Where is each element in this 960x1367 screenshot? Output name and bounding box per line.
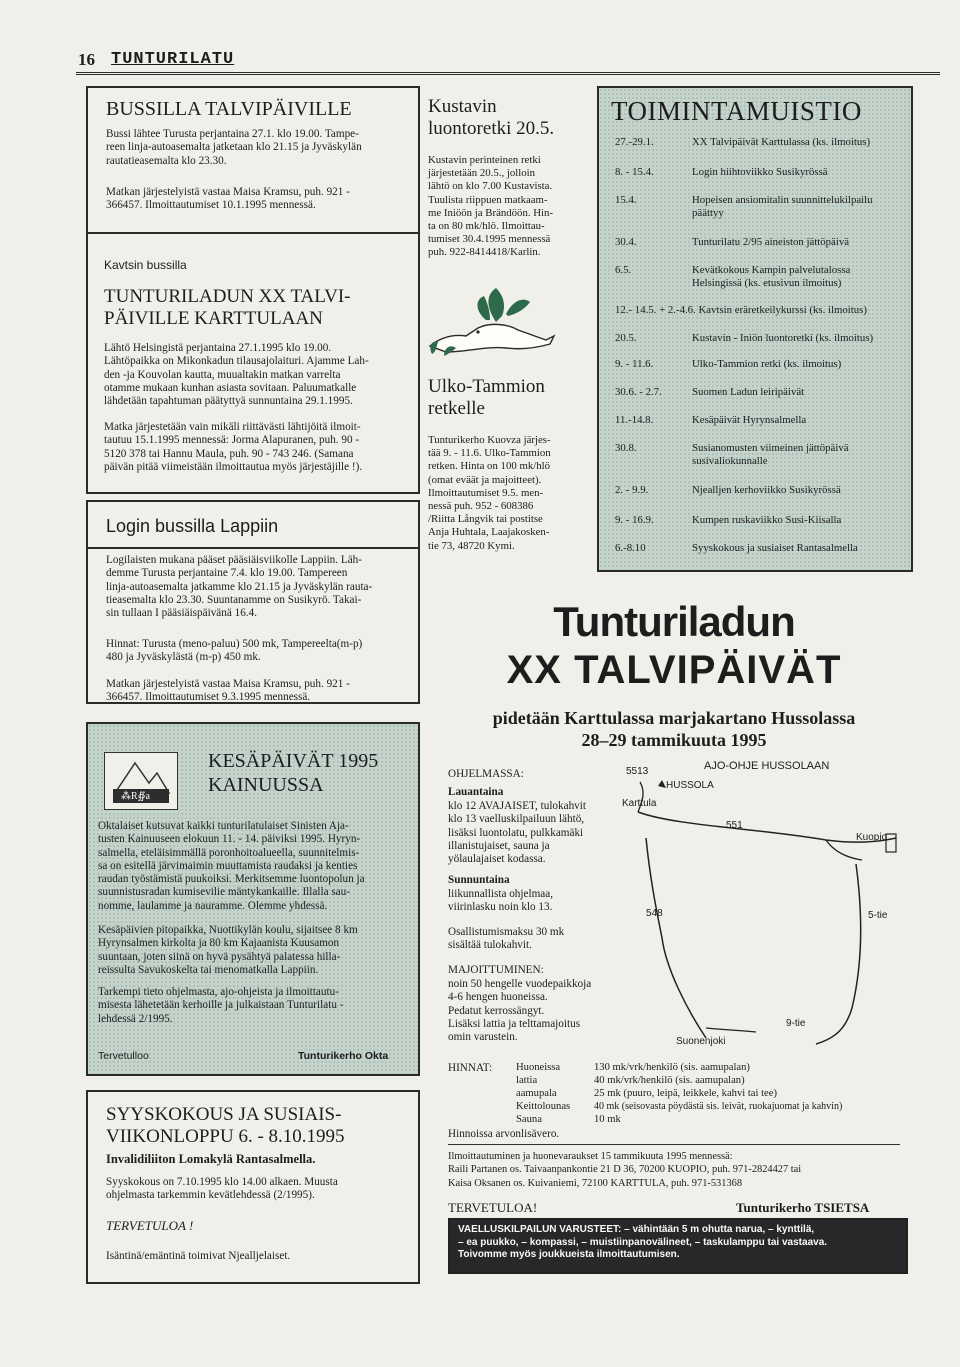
map-label-suonenjoki: Suonenjoki — [676, 1036, 726, 1047]
login-para3: Matkan järjestelyistä vastaa Maisa Kramsu, puh. 921 - 366457. Ilmoittautumiset 9.3.1995 mennessä. — [106, 678, 350, 704]
map-title: AJO-OHJE HUSSOLAAN — [704, 760, 830, 772]
login-para2: Hinnat: Turusta (meno-paluu) 500 mk, Tampereelta(m-p) 480 ja Jyväskylästä (m-p) 450 mk. — [106, 638, 363, 664]
talvi-saturday: klo 12 AVAJAISET, tulokahvit klo 13 vaelluskilpailuun lähtö, lisäksi luontolatu, pulkkamäki illanistujaiset, sauna ja yölaulajaiset kodassa. — [448, 800, 586, 866]
talvi-lodging-label: MAJOITTUMINEN: — [448, 964, 544, 976]
syyskokous-box — [86, 1090, 420, 1284]
kesa-logo-text: ⁂R∯a — [121, 791, 150, 802]
kesa-para3: Tarkempi tieto ohjelmasta, ajo-ohjeista ja ilmoittautu- misesta lähetetään kerhoille ja julkaistaan Tunturilatu - lehdessä 2/1995. — [98, 986, 344, 1025]
talvi-host: Tunturikerho TSIETSA — [736, 1200, 870, 1215]
price-row-value: 40 mk/vrk/henkilö (sis. aamupalan) — [594, 1075, 745, 1086]
map-label-karttula: Karttula — [622, 798, 657, 809]
publication-name: TUNTURILATU — [111, 50, 235, 69]
price-table — [436, 1062, 912, 1132]
equipment-box — [448, 1218, 908, 1274]
map-label-5tie: 5-tie — [868, 910, 888, 921]
talvi-welcome: TERVETULOA! — [448, 1200, 538, 1215]
price-row: Keittolounas — [516, 1101, 571, 1112]
talvi-sunday: liikunnallista ohjelmaa, viirinlasku noin klo 13. — [448, 888, 554, 914]
map-label-9tie: 9-tie — [786, 1018, 806, 1029]
price-row: Huoneissa — [516, 1062, 561, 1073]
kesa-title1: KESÄPÄIVÄT 1995 — [208, 750, 379, 772]
equipment-text: VAELLUSKILPAILUN VARUSTEET: – vähintään 5 m ohutta narua, – kynttilä, – ea puukko, – kompassi, – muistiinpanovälineet, – taskulamppu tai vastaava. Toivomme myös joukkueista ilmoittautumisen. — [458, 1224, 828, 1260]
syys-welcome: TERVETULOA ! — [106, 1218, 194, 1233]
registration-info: Ilmoittautuminen ja huonevaraukset 15 tammikuuta 1995 mennessä: Raili Partanen os. Taivaanpankontie 21 D 36, 70200 KUOPIO, puh. 971-2824427 tai Kaisa Oksanen os. Kuivaniemi, 72100 KARTTULA, puh. 971-531368 — [448, 1151, 802, 1189]
price-row-value: 40 mk (seisovasta pöydästä sis. leivät, ruokajuomat ja kahvin) — [594, 1101, 843, 1112]
syys-para1: Syyskokous on 7.10.1995 klo 14.00 alkaen. Muusta ohjelmasta tarkemmin kevätlehdessä (2/1995). — [106, 1176, 338, 1202]
talvi-program-label: OHJELMASSA: — [448, 768, 524, 780]
login-para1: Logilaisten mukana pääset pääsiäisviikolle Lappiin. Läh- demme Turusta perjantaine 7.4. klo 19.00. Tampereen linja-autoasemalta jatkamme klo 21.15 ja Jyväskylän rauta- tieasemalta klo 23.30. Suuntanamme on Susikyrö. Takai- sin tullaan I pääsiäispäivänä 16.4. — [106, 554, 373, 620]
kavtsin-para1: Lähtö Helsingistä perjantaina 27.1.1995 klo 19.00. Lähtöpaikka on Mikonkadun tilausajolaituri. Ajamme Lah- den -ja Kouvolan kautta, muualtakin matkan varrelta otamme mukaan kunhan asiasta sovitaan. Paluumatkalle lähdetään tapahtuman päätyttyä sunnuntaina 29.1.1995. — [104, 342, 369, 408]
talvi-sunday-label: Sunnuntaina — [448, 874, 510, 886]
talvi-lodging: noin 50 hengelle vuodepaikkoja 4-6 hengen huoneissa. Pedatut kerrossängyt. Lisäksi lattia ja telttamajoitus omin varustein. — [448, 978, 592, 1044]
tammio-title: Ulko-Tammion retkelle — [428, 376, 545, 419]
map-label-551: 551 — [726, 820, 743, 831]
bus-inner-divider — [86, 232, 420, 234]
toimintamuistio-box — [597, 86, 913, 572]
prices-label: HINNAT: — [448, 1062, 493, 1074]
price-row: lattia — [516, 1075, 538, 1086]
tammio-body: Tunturikerho Kuovza järjes- tää 9. - 11.6. Ulko-Tammion retken. Hinta on 100 mk/hlö (omat eväät ja majoitteet). Ilmoittautumiset 9.5. men- nessä puh. 952 - 608386 /Riitta Långvik tai postitse Anja Huhtala, Laajakosken- tie 73, 48720 Kymi. — [428, 434, 551, 552]
price-row-value: 130 mk/vrk/henkilö (sis. aamupalan) — [594, 1062, 750, 1073]
talvi-title1: Tunturiladun — [553, 598, 795, 645]
kesa-welcome: Tervetulloo — [98, 1050, 149, 1062]
talvi-subtitle2: 28–29 tammikuuta 1995 — [581, 730, 767, 750]
kavtsin-title: TUNTURILADUN XX TALVI- PÄIVILLE KARTTULAAN — [104, 286, 351, 329]
talvi-title2: XX TALVIPÄIVÄT — [506, 648, 842, 692]
price-row: aamupala — [516, 1088, 557, 1099]
kesapaivat-box — [86, 722, 420, 1076]
toiminta-title: TOIMINTAMUISTIO — [611, 96, 862, 126]
prices-rule — [448, 1144, 900, 1145]
map-label-hussola: HUSSOLA — [666, 780, 714, 791]
login-box — [86, 500, 420, 704]
map-label-513: 5513 — [626, 766, 649, 777]
syys-subtitle: Invalidiliiton Lomakylä Rantasalmella. — [106, 1152, 316, 1166]
kesa-para1: Oktalaiset kutsuvat kaikki tunturilatulaiset Sinisten Aja- tusten Kainuuseen elokuun 11. - 14. päiviksi 1995. Hyryn- salmella, eteläisimmällä poronhoitoalueella, suunnitelmis- sa on esitellä järvimaimin muuttamista raudaksi ja kenties raudan työstämistä puukoiksi. Merkitsemme luontopolun ja suunnistusradan kumisevilie mäntykankaille. Illalla sau- nomme, laulamme ja nauramme. Olemme yhdessä. — [98, 820, 365, 912]
syys-title2: VIIKONLOPPU 6. - 8.10.1995 — [106, 1126, 345, 1147]
map-label-548: 548 — [646, 908, 663, 919]
talvi-saturday-label: Lauantaina — [448, 786, 504, 798]
kesa-title2: KAINUUSSA — [208, 774, 324, 796]
kustavi-title: Kustavin luontoretki 20.5. — [428, 96, 555, 139]
price-row-value: 25 mk (puuro, leipä, leikkele, kahvi tai tee) — [594, 1088, 777, 1099]
prices-note: Hinnoissa arvonlisävero. — [448, 1128, 560, 1140]
bird-illustration — [426, 282, 576, 362]
price-row-value: 10 mk — [594, 1114, 621, 1125]
bus-para2: Matkan järjestelyistä vastaa Maisa Kramsu, puh. 921 - 366457. Ilmoittautumiset 10.1.1995 mennessä. — [106, 186, 350, 212]
kesa-para2: Kesäpäivien pitopaikka, Nuottikylän koulu, sijaitsee 8 km Hyrynsalmen kirkolta ja 80 km Kajaanista Kuusamon suuntaan, joten siinä on hyvä pysähtyä palatessa hilla- reissulta Savukoskelta tai menomatkalla Lappiin. — [98, 924, 358, 976]
talvi-subtitle1: pidetään Karttulassa marjakartano Hussolassa — [492, 708, 856, 728]
bus-para1: Bussi lähtee Turusta perjantaina 27.1. klo 19.00. Tampe- reen linja-autoasemalta jatketaan klo 21.15 ja Jyväskylän rautatieasemalta klo 23.30. — [106, 128, 362, 167]
page-number: 16 — [78, 50, 95, 69]
login-title: Login bussilla Lappiin — [106, 516, 279, 536]
syys-hosts: Isäntinä/emäntinä toimivat Njealljelaiset. — [106, 1250, 291, 1262]
map-label-kuopio: Kuopio — [856, 832, 888, 843]
talvi-fee: Osallistumismaksu 30 mk sisältää tulokahvit. — [448, 926, 565, 952]
talvipaivat-ad — [436, 590, 912, 1290]
header-rule — [76, 72, 940, 75]
kavtsin-label: Kavtsin bussilla — [104, 258, 187, 272]
kustavi-body: Kustavin perinteinen retki järjestetään 20.5., jolloin lähtö on klo 7.00 Kustavista. Tuulista riippuen matkaam- me Iniöön ja Brändöön. Hin- ta on 80 mk/hlö. Ilmoittau- tumiset 30.4.1995 mennessä puh. 922-8414418/Karlin. — [428, 154, 554, 259]
kesa-logo — [104, 752, 178, 810]
price-row: Sauna — [516, 1114, 542, 1125]
kavtsin-para2: Matka järjestetään vain mikäli riittävästi lähtijöitä ilmoit- tautuu 15.1.1995 mennessä: Jorma Alapuranen, puh. 90 - 5120 378 tai Hannu Maula, puh. 90 - 743 246. (Samana päivän pitää viimeistään ilmoittautua myös järjestäjille !). — [104, 421, 363, 473]
login-title-rule — [88, 547, 418, 549]
bus-title: BUSSILLA TALVIPÄIVILLE — [106, 98, 352, 120]
toiminta-rows: 27.-29.1. XX Talvipäivät Karttulassa (ks. ilmoitus) 8. - 15.4. Login hiihtoviikko Susikyrössä 15.4. Hopeisen ansiomitalin suunnittelukilpailu päättyy 30.4. Tunturilatu 2/95 aineiston jättöpäivä 6.5. Kevätkokous Kampin palvelutalossa Helsingissä (ks. etusivun ilmoitus) 12.- 14.5. + 2.-4.6. Kavtsin eräretkeilykurssi (ks. ilmoitus) 20.5. Kustavin - Iniön luontoretki (ks. ilmoitus) 9. - 11.6. Ulko-Tammion retki (ks. ilmoitus) 30.6. - 2.7. Suomen Ladun leiripäivät 11.-14.8. Kesäpäivät Hyrynsalmella 30.8. Susianomusten viimeinen jättöpäivä susivaliokunnalle 2. - 9.9. Njealljen kerhoviikko Susikyrössä 9. - 16.9. Kumpen ruskaviikko Susi-Kiisalla 6.-8.10 Syyskokous ja susiaiset Rantasalmella — [615, 136, 874, 554]
syys-title1: SYYSKOKOUS JA SUSIAIS- — [106, 1104, 342, 1125]
kesa-signature: Tunturikerho Okta — [298, 1050, 389, 1062]
